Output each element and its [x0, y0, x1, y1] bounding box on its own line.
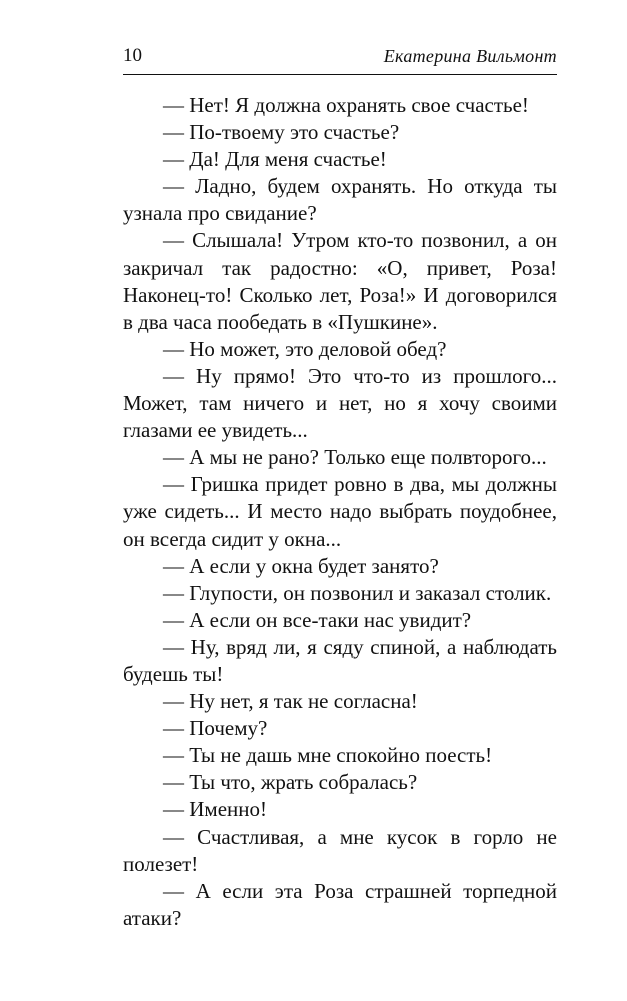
dialogue-line: — А если он все-таки нас увидит? [163, 607, 472, 632]
dialogue-line: — А если эта Роза страшней торпедной атаки? [123, 878, 557, 930]
page-number: 10 [123, 45, 142, 66]
dialogue-line: — Ты что, жрать собралась? [163, 770, 418, 795]
dialogue-line: — По-твоему это счастье? [163, 120, 400, 145]
body-text [123, 92, 557, 932]
page-header [123, 44, 557, 74]
dialogue-line: — Нет! Я должна охранять свое счастье! [163, 93, 529, 117]
running-title: Екатерина Вильмонт [383, 46, 557, 66]
dialogue-line: — Именно! [163, 797, 267, 822]
dialogue-line: — Но может, это деловой обед? [163, 336, 447, 361]
dialogue-line: — Ну, вряд ли, я сяду спиной, а наблюдать будешь ты! [123, 634, 557, 686]
dialogue-line: — Слышала! Утром кто-то позвонил, а он закричал так радостно: «О, привет, Роза! Наконец-то! Сколько лет, Роза!» И договорился в два часа пообедать в «Пушкине». [123, 228, 557, 334]
dialogue-line: — А мы не рано? Только еще полвторого... [163, 445, 547, 470]
dialogue-line: — Ладно, будем охранять. Но откуда ты узнала про свидание? [123, 174, 557, 226]
header-rule [123, 74, 557, 75]
dialogue-line: — Почему? [163, 716, 268, 741]
dialogue-line: — Глупости, он позвонил и заказал столик. [163, 580, 552, 605]
dialogue-line: — Гришка придет ровно в два, мы должны уже сидеть... И место надо выбрать поудобнее, он всегда сидит у окна... [123, 472, 557, 551]
dialogue-line: — Да! Для меня счастье! [163, 147, 387, 172]
dialogue-line: — Счастливая, а мне кусок в горло не полезет! [123, 824, 557, 876]
dialogue-line: — Ну прямо! Это что-то из прошлого... Может, там ничего и нет, но я хочу своими глазами ее увидеть... [123, 363, 557, 443]
dialogue-line: — Ну нет, я так не согласна! [163, 689, 418, 714]
dialogue-line: — А если у окна будет занято? [163, 553, 439, 578]
dialogue-line: — Ты не дашь мне спокойно поесть! [163, 743, 493, 768]
